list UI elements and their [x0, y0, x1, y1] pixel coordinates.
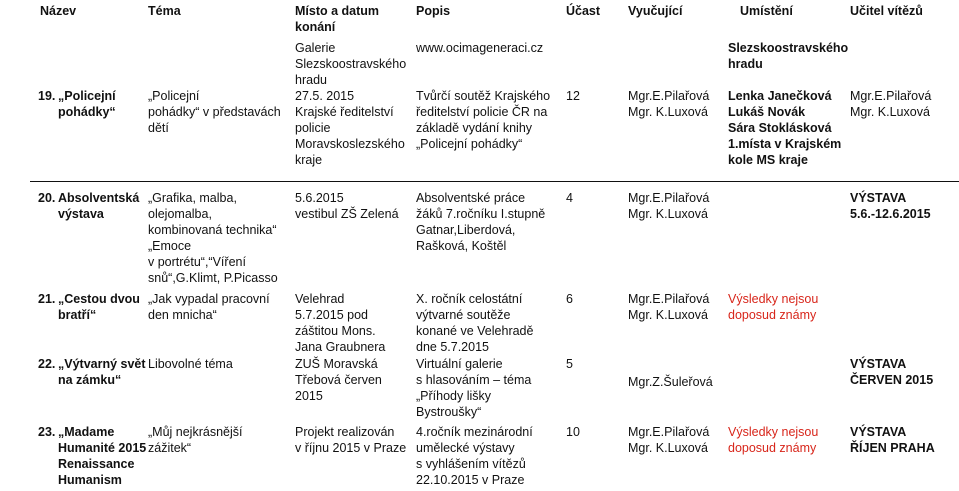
row-ucitel: Mgr.E.Pilařová Mgr. K.Luxová — [850, 89, 932, 119]
row-popis: Virtuální galerie s hlasováním – téma „Příhody lišky Bystroušky“ — [416, 357, 532, 419]
row-umisteni: Lenka Janečková Lukáš Novák Sára Stoklásková 1.místa v Krajském kole MS kraje — [728, 89, 842, 167]
row-divider — [30, 181, 959, 182]
row-popis: X. ročník celostátní výtvarné soutěže konané ve Velehradě dne 5.7.2015 — [416, 292, 534, 354]
row-vyucujici: Mgr.E.Pilařová Mgr. K.Luxová — [628, 292, 710, 322]
row-number: 20. — [38, 191, 56, 205]
row-umisteni-top: Slezskoostravského hradu — [728, 41, 849, 71]
row-tema: „Můj nejkrásnější zážitek“ — [148, 425, 243, 455]
row-vyucujici: Mgr.E.Pilařová Mgr. K.Luxová — [628, 425, 710, 455]
row-number: 23. — [38, 425, 56, 439]
row-misto: Velehrad 5.7.2015 pod záštitou Mons. Jana Graubnera — [295, 292, 386, 354]
row-vyucujici: Mgr.Z.Šuleřová — [628, 375, 713, 389]
row-nazev: „Výtvarný svět na zámku“ — [58, 357, 146, 387]
row-misto: Projekt realizován v říjnu 2015 v Praze — [295, 425, 407, 455]
row-ucast: 12 — [566, 89, 580, 103]
header-umisteni: Umístění — [740, 4, 793, 18]
header-ucitel: Učitel vítězů — [850, 4, 923, 18]
row-nazev: Absolventská výstava — [58, 191, 140, 221]
row-vyucujici: Mgr.E.Pilařová Mgr. K.Luxová — [628, 191, 710, 221]
row-misto: Galerie Slezskoostravského hradu 27.5. 2015 Krajské ředitelství policie Moravskoslezského kraje — [295, 41, 407, 167]
header-ucast: Účast — [566, 4, 601, 18]
row-misto: ZUŠ Moravská Třebová červen 2015 — [295, 357, 382, 403]
row-nazev: „Cestou dvou bratří“ — [58, 292, 140, 322]
header-misto: Místo a datum konání — [295, 4, 380, 34]
row-umisteni: Výsledky nejsou doposud známy — [728, 425, 819, 455]
row-popis: Absolventské práce žáků 7.ročníku I.stupně Gatnar,Liberdová, Rašková, Koštěl — [416, 191, 546, 253]
row-vyucujici: Mgr.E.Pilařová Mgr. K.Luxová — [628, 89, 710, 119]
row-misto: 5.6.2015 vestibul ZŠ Zelená — [295, 191, 399, 221]
row-nazev: „Madame Humanité 2015 Renaissance Humanism — [58, 425, 147, 487]
row-ucitel: VÝSTAVA ČERVEN 2015 — [850, 357, 934, 387]
row-nazev: „Policejní pohádky“ — [58, 89, 116, 119]
row-ucast: 4 — [566, 191, 573, 205]
row-popis: www.ocimageneraci.cz Tvůrčí soutěž Krajského ředitelství policie ČR na základě vydání knihy „Policejní pohádky“ — [416, 41, 551, 151]
row-number: 22. — [38, 357, 56, 371]
row-umisteni: Výsledky nejsou doposud známy — [728, 292, 819, 322]
header-tema: Téma — [148, 4, 181, 18]
row-tema: „Grafika, malba, olejomalba, kombinovaná technika“ „Emoce v portrétu“,“Víření snů“,G.Klimt, P.Picasso — [148, 191, 278, 285]
row-ucast: 10 — [566, 425, 580, 439]
header-popis: Popis — [416, 4, 451, 18]
header-nazev: Název — [40, 4, 77, 18]
row-number: 21. — [38, 292, 56, 306]
row-ucitel: VÝSTAVA 5.6.-12.6.2015 — [850, 191, 931, 221]
header-vyucujici: Vyučující — [628, 4, 683, 18]
row-popis: 4.ročník mezinárodní umělecké výstavy s vyhlášením vítězů 22.10.2015 v Praze — [416, 425, 533, 487]
row-tema: „Policejní pohádky“ v představách dětí — [148, 89, 281, 135]
row-tema: Libovolné téma — [148, 357, 233, 371]
row-tema: „Jak vypadal pracovní den mnicha“ — [148, 292, 270, 322]
row-ucitel: VÝSTAVA ŘÍJEN PRAHA — [850, 425, 935, 455]
row-number: 19. — [38, 89, 56, 103]
row-ucast: 6 — [566, 292, 573, 306]
row-ucast: 5 — [566, 357, 573, 371]
